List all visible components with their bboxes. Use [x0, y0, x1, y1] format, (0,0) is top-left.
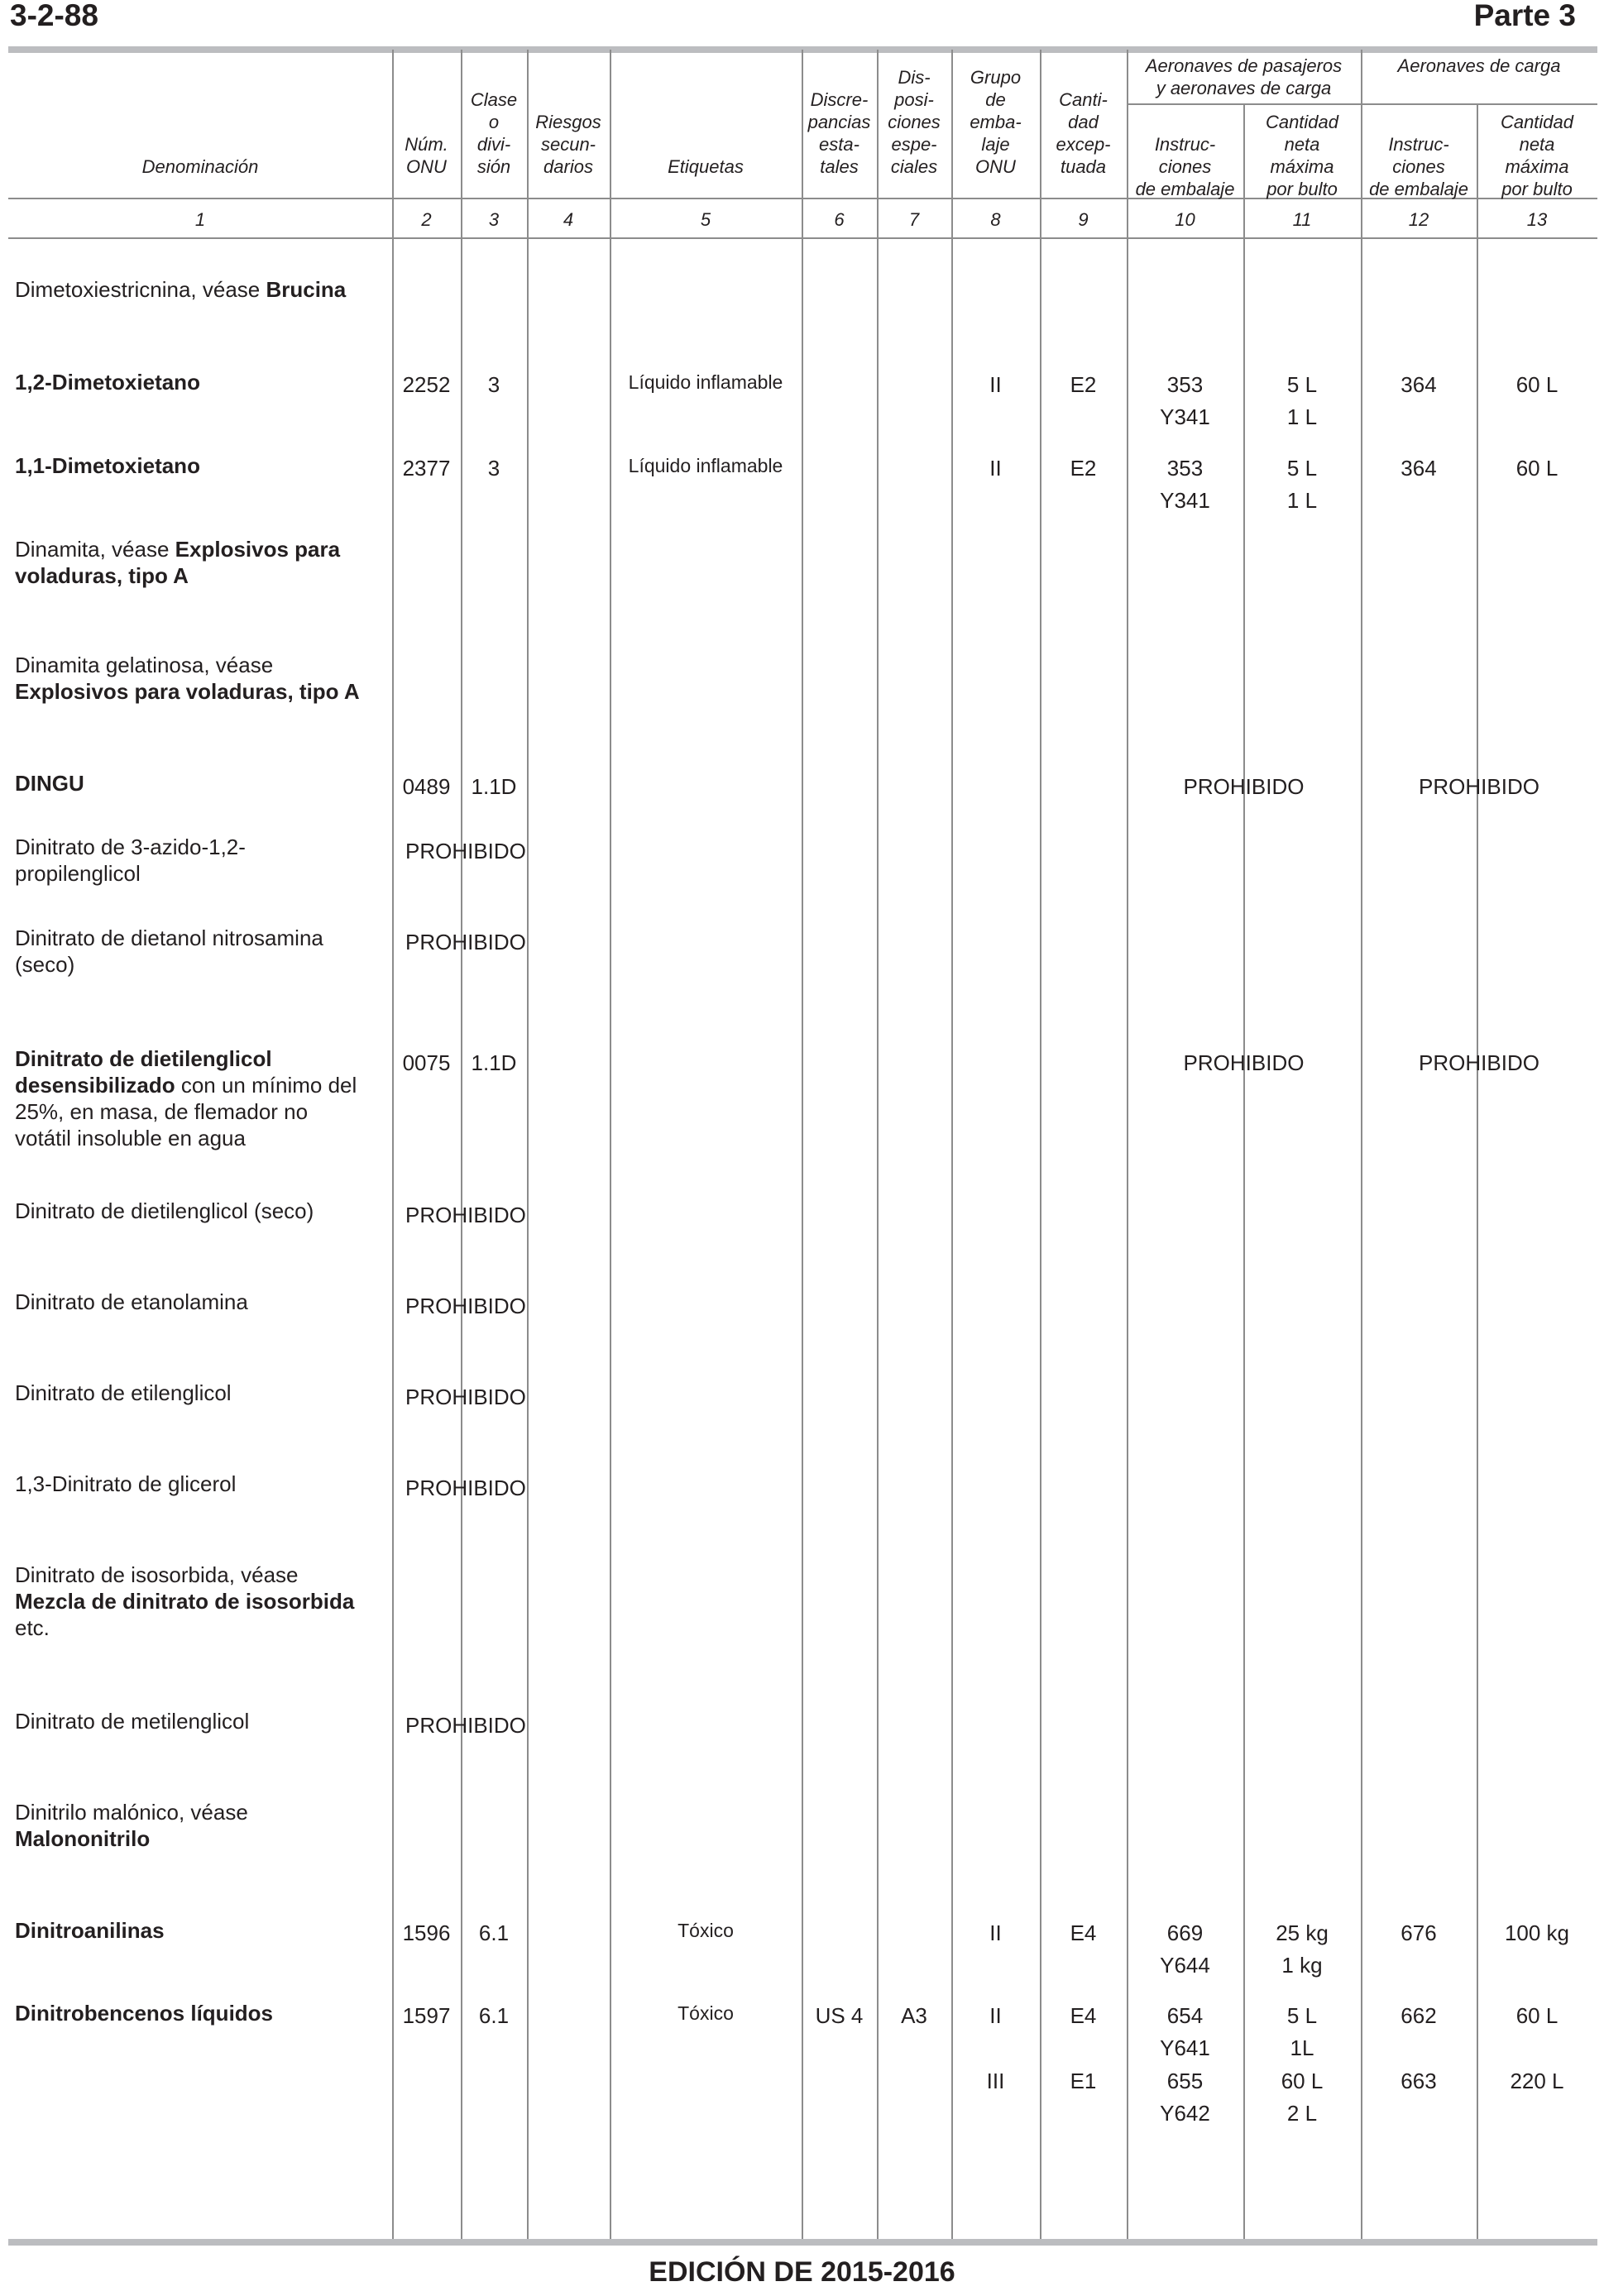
col-number: 7 [908, 209, 920, 230]
substance-name: Dinitrato de metilenglicol [15, 1709, 250, 1734]
status: PROHIBIDO [405, 839, 526, 863]
packing-instruction: 669 [1166, 1921, 1204, 1945]
col-divider [802, 50, 803, 2241]
packing-group: II [989, 2003, 1002, 2028]
packing-group: III [986, 2069, 1005, 2093]
packing-instruction-ltd: Y644 [1160, 1953, 1210, 1978]
substance-name: Dinitrato de dietanol nitrosamina (seco) [15, 926, 323, 977]
status: PROHIBIDO [405, 1203, 526, 1227]
col-header-num-onu: Núm. ONU [405, 134, 448, 177]
excepted-quantity: E2 [1070, 456, 1097, 481]
cargo-max-quantity: 100 kg [1504, 1921, 1570, 1945]
cargo-packing-instruction: 364 [1401, 372, 1437, 397]
col-number: 9 [1078, 209, 1089, 230]
substance-name: 1,1-Dimetoxietano [15, 453, 200, 478]
col-header-grupo: Grupo de emba- laje ONU [970, 67, 1022, 177]
un-number: 0489 [402, 774, 451, 799]
substance-name: Dinitrato de 3-azido-1,2- propilenglicol [15, 835, 246, 886]
substance-name: Dinitrato de etanolamina [15, 1289, 248, 1314]
col-number: 11 [1292, 209, 1312, 230]
col-header-denominacion: Denominación [141, 156, 259, 177]
cargo-packing-instruction: 662 [1401, 2003, 1437, 2028]
excepted-quantity: E2 [1070, 372, 1097, 397]
col-header-instrucciones-carga: Instruc- ciones de embalaje [1369, 134, 1468, 199]
bottom-rule [8, 2239, 1597, 2246]
special-provision: A3 [901, 2003, 927, 2028]
cargo-packing-instruction: 676 [1401, 1921, 1437, 1945]
substance-name: 1,2-Dimetoxietano [15, 370, 200, 395]
col-header-disposiciones: Dis- posi- ciones espe- ciales [888, 67, 941, 177]
col-number: 4 [563, 209, 574, 230]
col-header-cantidad-neta-carga: Cantidad neta máxima por bulto [1500, 112, 1574, 199]
col-number: 1 [194, 209, 206, 230]
col-number: 6 [834, 209, 845, 230]
edition-footer: EDICIÓN DE 2015-2016 [649, 2256, 955, 2288]
max-quantity-ltd: 1 L [1286, 488, 1318, 513]
col-header-cantidad-neta: Cantidad neta máxima por bulto [1265, 112, 1339, 199]
packing-group: II [989, 456, 1002, 481]
col-divider [527, 50, 529, 2241]
substance-name: Dinitrobencenos líquidos [15, 2001, 274, 2026]
packing-instruction-ltd: Y341 [1160, 488, 1210, 513]
label: Líquido inflamable [628, 371, 783, 393]
part-title: Parte 3 [1473, 0, 1576, 32]
col-number: 12 [1408, 209, 1429, 230]
col-header-etiquetas: Etiquetas [668, 156, 744, 177]
max-quantity: 25 kg [1276, 1921, 1329, 1945]
status: PROHIBIDO [405, 1385, 526, 1409]
col-number: 3 [488, 209, 500, 230]
substance-name: Dinitrato de dietilenglicol (seco) [15, 1198, 314, 1223]
class: 6.1 [478, 1921, 510, 1945]
table-row: Dinamita gelatinosa, véase Explosivos para voladuras, tipo A [15, 653, 360, 704]
un-number: 1596 [402, 1921, 451, 1945]
max-quantity-ltd: 1L [1290, 2035, 1314, 2060]
class: 1.1D [471, 1050, 517, 1075]
packing-instruction: 353 [1166, 456, 1204, 481]
un-number: 1597 [402, 2003, 451, 2028]
class: 6.1 [478, 2003, 510, 2028]
substance-name: Dinitrato de dietilenglicol desensibilizado con un mínimo del 25%, en masa, de flemador no votátil insoluble en agua [15, 1046, 357, 1150]
class: 3 [487, 372, 500, 397]
table-row: Dinitrilo malónico, véase Malononitrilo [15, 1800, 248, 1851]
packing-instruction: 655 [1166, 2069, 1204, 2093]
col-number: 5 [700, 209, 711, 230]
substance-name: 1,3-Dinitrato de glicerol [15, 1471, 237, 1496]
excepted-quantity: E4 [1070, 1921, 1097, 1945]
col-header-riesgos: Riesgos secun- darios [535, 112, 601, 177]
packing-group: II [989, 1921, 1002, 1945]
status-passenger: PROHIBIDO [1183, 774, 1305, 799]
max-quantity: 5 L [1286, 2003, 1318, 2028]
col-header-pasajeros-group: Aeronaves de pasajeros y aeronaves de carga [1145, 55, 1343, 98]
col-header-cantidad-exceptuada: Canti- dad excep- tuada [1056, 89, 1111, 177]
packing-instruction-ltd: Y341 [1160, 404, 1210, 429]
packing-instruction-ltd: Y641 [1160, 2035, 1210, 2060]
col-header-carga-group: Aeronaves de carga [1397, 55, 1561, 76]
max-quantity: 60 L [1281, 2069, 1324, 2093]
un-number: 2377 [402, 456, 451, 481]
un-number: 0075 [402, 1050, 451, 1075]
status-cargo: PROHIBIDO [1419, 1050, 1539, 1075]
substance-name: DINGU [15, 771, 84, 796]
cargo-max-quantity: 60 L [1515, 372, 1559, 397]
col-divider [877, 50, 879, 2241]
excepted-quantity: E4 [1070, 2003, 1097, 2028]
packing-instruction: 353 [1166, 372, 1204, 397]
page-number: 3-2-88 [10, 0, 98, 32]
packing-instruction-ltd: Y642 [1160, 2101, 1210, 2126]
max-quantity: 5 L [1286, 372, 1318, 397]
un-number: 2252 [402, 372, 451, 397]
status: PROHIBIDO [405, 1476, 526, 1500]
col-number: 13 [1526, 209, 1548, 230]
status: PROHIBIDO [405, 1294, 526, 1318]
state-variation: US 4 [815, 2003, 864, 2028]
col-number: 2 [421, 209, 432, 230]
col-header-discrepancias: Discre- pancias esta- tales [807, 89, 871, 177]
col-number: 10 [1175, 209, 1195, 230]
cargo-packing-instruction: 364 [1401, 456, 1437, 481]
table-row: Dimetoxiestricnina, véase Brucina [15, 277, 347, 302]
max-quantity-ltd: 2 L [1286, 2101, 1318, 2126]
label: Tóxico [678, 2002, 734, 2024]
status: PROHIBIDO [405, 1713, 526, 1738]
excepted-quantity: E1 [1070, 2069, 1097, 2093]
class: 3 [487, 456, 500, 481]
substance-name: Dinitroanilinas [15, 1918, 165, 1943]
packing-instruction: 654 [1166, 2003, 1204, 2028]
max-quantity-ltd: 1 kg [1281, 1953, 1323, 1978]
col-number: 8 [990, 209, 1001, 230]
status-cargo: PROHIBIDO [1419, 774, 1539, 799]
status: PROHIBIDO [405, 930, 526, 954]
col-header-instrucciones: Instruc- ciones de embalaje [1135, 134, 1235, 199]
max-quantity: 5 L [1286, 456, 1318, 481]
cargo-max-quantity: 60 L [1515, 2003, 1559, 2028]
table-row: Dinitrato de isosorbida, véase Mezcla de dinitrato de isosorbida etc. [15, 1562, 355, 1640]
substance-name: Dinitrato de etilenglicol [15, 1380, 232, 1405]
label: Tóxico [678, 1920, 734, 1941]
cargo-packing-instruction: 663 [1401, 2069, 1437, 2093]
cargo-max-quantity: 60 L [1515, 456, 1559, 481]
class: 1.1D [471, 774, 517, 799]
status-passenger: PROHIBIDO [1183, 1050, 1305, 1075]
max-quantity-ltd: 1 L [1286, 404, 1318, 429]
col-header-clase: Clase o divi- sión [470, 89, 518, 177]
packing-group: II [989, 372, 1002, 397]
label: Líquido inflamable [628, 455, 783, 476]
cargo-max-quantity: 220 L [1510, 2069, 1564, 2093]
table-row: Dinamita, véase Explosivos para voladuras, tipo A [15, 537, 341, 588]
